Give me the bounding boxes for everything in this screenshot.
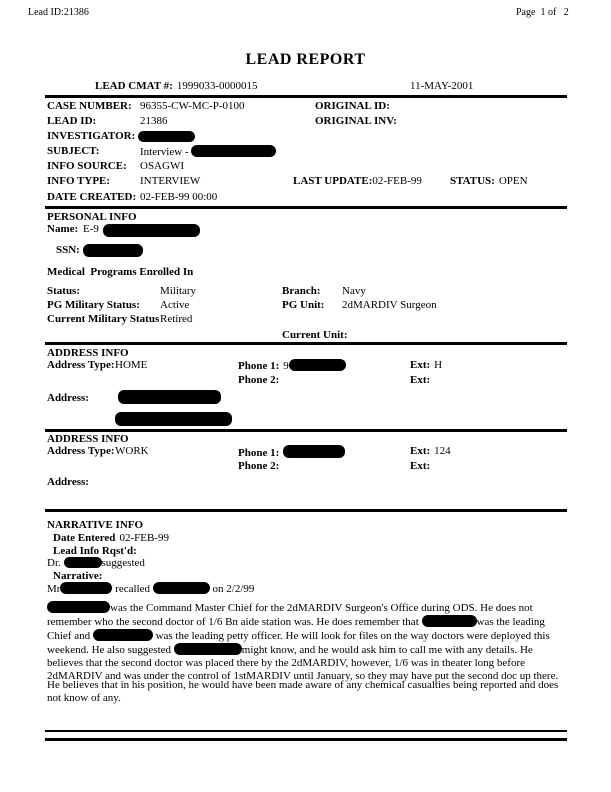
- address-work-heading: ADDRESS INFO: [47, 433, 129, 445]
- redaction-block: [103, 224, 200, 237]
- subject-value: [140, 145, 276, 158]
- medical-programs-heading: Medical Programs Enrolled In: [47, 266, 194, 278]
- divider-address-home: [45, 342, 567, 345]
- lead-cmat-label: LEAD CMAT #:: [95, 80, 173, 92]
- redaction-block: [83, 244, 143, 257]
- redaction-block: [283, 445, 345, 458]
- date-entered-value: 02-FEB-99: [119, 532, 169, 544]
- status-value: OPEN: [498, 175, 528, 187]
- current-unit-label: Current Unit:: [282, 329, 348, 341]
- pg-military-status-value: Active: [160, 299, 190, 311]
- recalled-prefix: Mr: [47, 583, 61, 595]
- status-field-value: Military: [160, 285, 197, 297]
- home-ext1-label: Ext:: [410, 359, 431, 371]
- paragraph1-seg2: was the leading Chief and: [47, 616, 545, 642]
- current-military-status-value: Retired: [160, 313, 193, 325]
- header-lead-id: Lead ID:21386: [28, 7, 89, 18]
- lead-cmat-value: 1999033-0000015: [176, 80, 258, 92]
- last-update-row: [293, 175, 422, 187]
- pg-military-status-label: PG Military Status:: [47, 299, 140, 311]
- redaction-block: [60, 582, 112, 594]
- redaction-block: [115, 412, 232, 426]
- redaction-block: [422, 615, 477, 627]
- narrative-paragraph-2: [47, 679, 563, 705]
- home-phone1-prefix: 9: [283, 360, 289, 372]
- home-ext1-value: H: [434, 359, 443, 371]
- branch-label: Branch:: [282, 285, 321, 297]
- info-type-value: INTERVIEW: [140, 175, 201, 187]
- name-grade: E-9: [83, 223, 99, 235]
- lead-info-rqstd-label: Lead Info Rqst'd:: [53, 545, 137, 557]
- header-page-number: Page 1 of 2: [516, 7, 569, 18]
- ssn-label: SSN:: [56, 244, 80, 256]
- date-created-label: DATE CREATED:: [47, 191, 137, 203]
- pg-unit-value: 2dMARDIV Surgeon: [342, 299, 437, 311]
- divider-narrative: [45, 509, 567, 512]
- work-ext1-label: Ext:: [410, 445, 431, 457]
- case-number-label: CASE NUMBER:: [47, 100, 132, 112]
- recalled-mid: recalled: [112, 583, 153, 595]
- subject-text: Interview -: [140, 146, 192, 158]
- work-address-type-value: WORK: [115, 445, 149, 457]
- home-ext2-label: Ext:: [410, 374, 431, 386]
- paragraph1-seg4: might know, and he would ask him to call me with any details. He believes that the second doctor was placed there by the 2dMARDIV, however, 1/6 was in theater long before 2dMARDIV and was under the control of 1stMARDIV until January, so they may have put the second doc up there.: [47, 644, 559, 682]
- page-title: LEAD REPORT: [245, 51, 366, 68]
- divider-address-work: [45, 429, 567, 432]
- divider-bottom-2: [45, 738, 567, 741]
- divider-personal: [45, 206, 567, 209]
- address-home-heading: ADDRESS INFO: [47, 347, 129, 359]
- doctor-suffix: suggested: [101, 557, 145, 569]
- home-address-type-label: Address Type:: [47, 359, 115, 371]
- recalled-suffix: on 2/2/99: [209, 583, 255, 595]
- last-update-value: 02-FEB-99: [372, 175, 422, 187]
- date-created-value: 02-FEB-99 00:00: [140, 191, 218, 203]
- divider-top: [45, 95, 567, 98]
- last-update-label: LAST UPDATE:: [293, 175, 373, 187]
- work-ext1-row: [410, 445, 451, 457]
- status-field-label: Status:: [47, 285, 81, 297]
- redaction-block: [47, 601, 110, 613]
- recalled-row: [47, 582, 254, 595]
- date-entered-row: [53, 532, 169, 544]
- paragraph1-seg1: was the Command Master Chief for the 2dMARDIV Surgeon's Office during ODS. He does not remember who the second doctor of 1/6 Bn aide station was. He does remember that: [47, 602, 533, 628]
- original-inv-label: ORIGINAL INV:: [315, 115, 397, 127]
- redaction-block: [93, 629, 153, 641]
- redaction-block: [153, 582, 210, 594]
- home-address-type-value: HOME: [115, 359, 148, 371]
- narrative-heading: NARRATIVE INFO: [47, 519, 144, 531]
- work-phone1-label: Phone 1:: [238, 447, 280, 459]
- home-ext1-row: [410, 359, 442, 371]
- current-military-status-label: Current Military Status: [47, 313, 160, 325]
- lead-id-value: 21386: [140, 115, 168, 127]
- work-ext2-label: Ext:: [410, 460, 431, 472]
- branch-value: Navy: [342, 285, 366, 297]
- redaction-block: [138, 131, 195, 142]
- investigator-label: INVESTIGATOR:: [47, 130, 136, 142]
- subject-label: SUBJECT:: [47, 145, 100, 157]
- home-phone1-label: Phone 1:: [238, 360, 280, 372]
- status-label: STATUS:: [450, 175, 495, 187]
- doctor-suggested-row: [47, 557, 145, 569]
- paragraph2-text: He believes that in his position, he would have been made aware of any chemical casualties being reported and does not know of any.: [47, 679, 559, 704]
- narrative-label: Narrative:: [53, 570, 103, 582]
- name-label: Name:: [47, 223, 79, 235]
- work-address-label: Address:: [47, 476, 89, 488]
- work-phone1-row: [238, 445, 345, 459]
- home-phone2-label: Phone 2:: [238, 374, 280, 386]
- case-number-value: 96355-CW-MC-P-0100: [140, 100, 245, 112]
- work-phone2-label: Phone 2:: [238, 460, 280, 472]
- status-row: [450, 175, 528, 187]
- paragraph1-seg3: was the leading petty officer. He will look for files on the way doctors were deployed this weekend. He also suggested: [47, 630, 550, 656]
- divider-bottom-1: [45, 730, 567, 732]
- work-ext1-value: 124: [434, 445, 451, 457]
- info-source-label: INFO SOURCE:: [47, 160, 127, 172]
- lead-id-label: LEAD ID:: [47, 115, 97, 127]
- info-type-label: INFO TYPE:: [47, 175, 111, 187]
- original-id-label: ORIGINAL ID:: [315, 100, 390, 112]
- date-entered-label: Date Entered: [53, 532, 116, 544]
- report-date: 11-MAY-2001: [410, 80, 474, 92]
- redaction-block: [289, 359, 346, 371]
- redaction-block: [174, 643, 242, 655]
- pg-unit-label: PG Unit:: [282, 299, 325, 311]
- info-source-value: OSAGWI: [140, 160, 184, 172]
- doctor-prefix: Dr.: [47, 557, 64, 569]
- home-phone1-row: [238, 359, 346, 372]
- home-address-label: Address:: [47, 392, 89, 404]
- work-address-type-label: Address Type:: [47, 445, 115, 457]
- personal-info-heading: PERSONAL INFO: [47, 211, 137, 223]
- redaction-block: [118, 390, 221, 404]
- redaction-block: [191, 145, 276, 157]
- narrative-paragraph-1: [47, 601, 563, 683]
- lead-cmat-row: [95, 80, 258, 92]
- redaction-block: [64, 557, 102, 568]
